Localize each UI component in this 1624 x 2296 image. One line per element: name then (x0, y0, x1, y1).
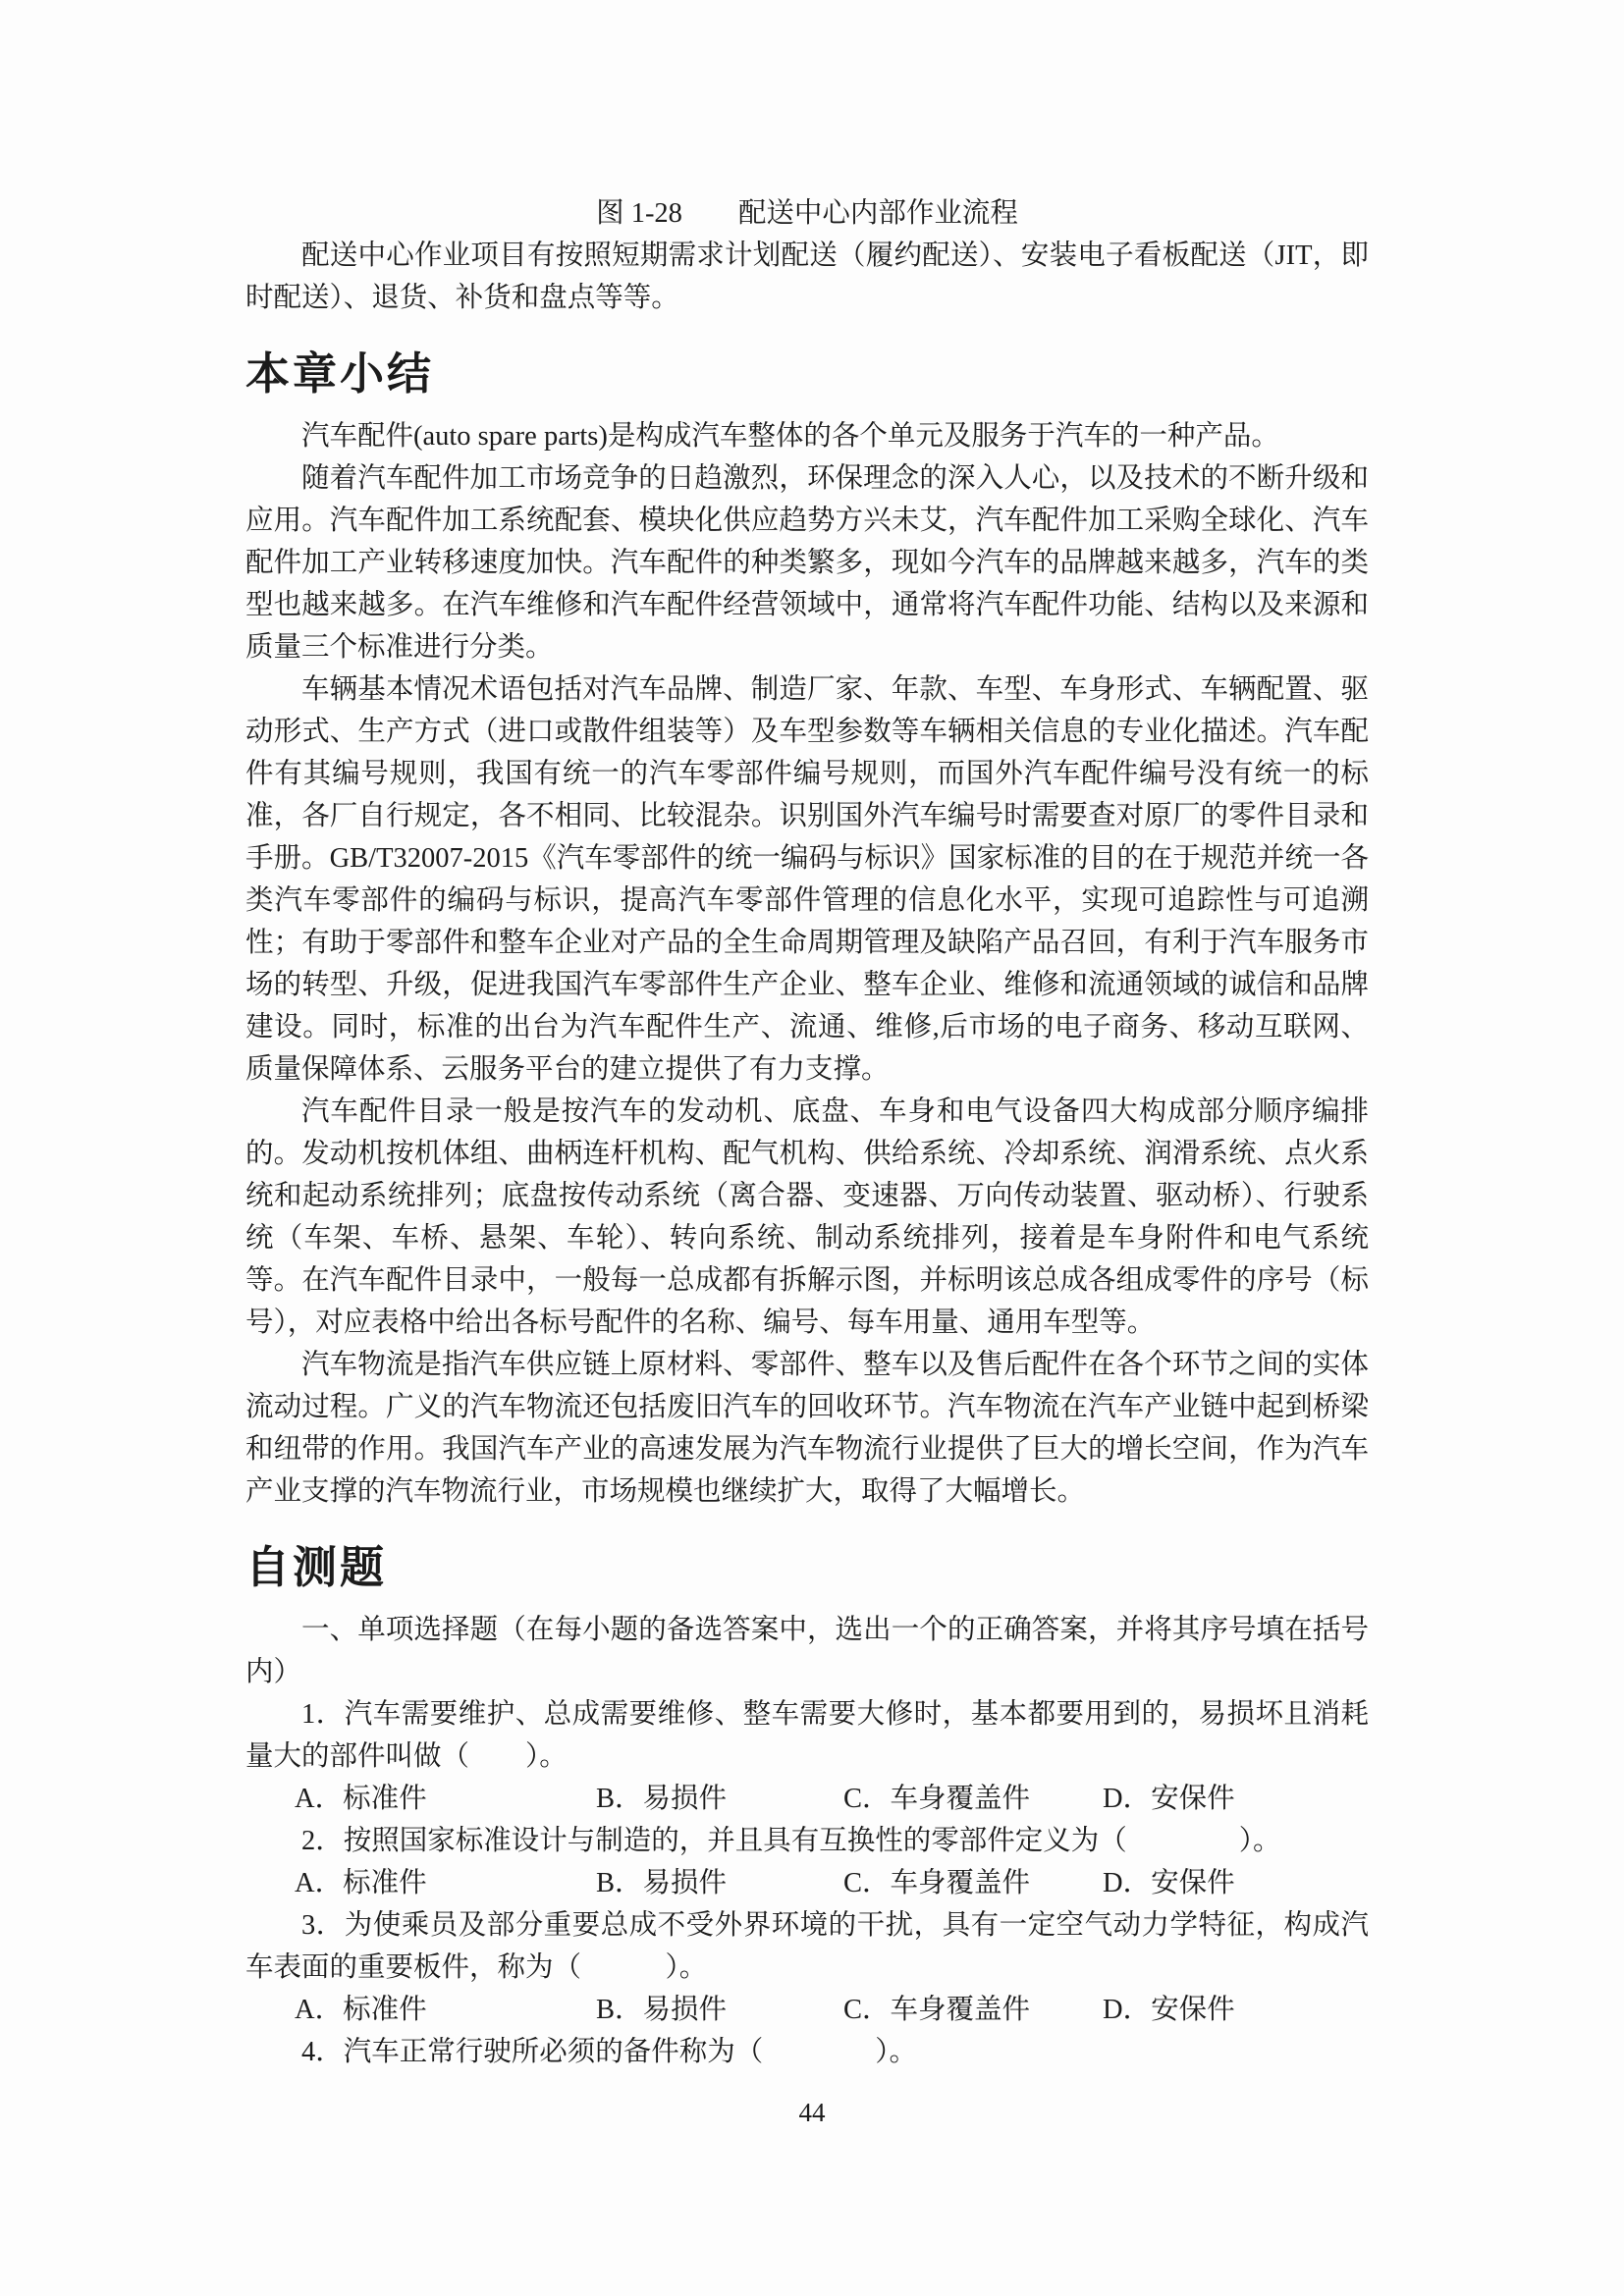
question-2-option-a: A．标准件 (295, 1868, 427, 1898)
question-3-options (245, 1989, 1369, 2031)
question-2 (245, 1820, 1369, 1904)
question-4 (245, 2031, 1369, 2073)
page-number: 44 (798, 2098, 826, 2127)
question-1-option-a: A．标准件 (295, 1784, 427, 1814)
question-3-option-b: B．易损件 (596, 1995, 728, 2025)
question-3-option-d: D．安保件 (1103, 1995, 1235, 2025)
question-3 (245, 1904, 1369, 2031)
question-1 (245, 1693, 1369, 1820)
question-2-option-d: D．安保件 (1103, 1868, 1235, 1898)
question-1-option-b: B．易损件 (596, 1784, 728, 1814)
figure-caption: 图 1-28 配送中心内部作业流程 (596, 198, 1018, 229)
question-1-options (245, 1778, 1369, 1820)
summary-paragraph-5: 汽车物流是指汽车供应链上原材料、零部件、整车以及售后配件在各个环节之间的实体流动过程。广义的汽车物流还包括废旧汽车的回收环节。汽车物流在汽车产业链中起到桥梁和纽带的作用。我国汽车产业的高速发展为汽车物流行业提供了巨大的增长空间，作为汽车产业支撑的汽车物流行业，市场规模也继续扩大，取得了大幅增长。 (245, 1350, 1369, 1507)
question-2-options (245, 1862, 1369, 1904)
quiz-intro: 一、单项选择题（在每小题的备选答案中，选出一个的正确答案，并将其序号填在括号内） (245, 1615, 1369, 1687)
quiz-section-title: 自测题 (245, 1542, 388, 1592)
summary-paragraph-4: 汽车配件目录一般是按汽车的发动机、底盘、车身和电气设备四大构成部分顺序编排的。发动机按机体组、曲柄连杆机构、配气机构、供给系统、冷却系统、润滑系统、点火系统和起动系统排列；底盘按传动系统（离合器、变速器、万向传动装置、驱动桥）、行驶系统（车架、车桥、悬架、车轮）、转向系统、制动系统排列，接着是车身附件和电气系统等。在汽车配件目录中，一般每一总成都有拆解示图，并标明该总成各组成零件的序号（标号），对应表格中给出各标号配件的名称、编号、每车用量、通用车型等。 (245, 1096, 1369, 1338)
summary-paragraph-2: 随着汽车配件加工市场竞争的日趋激烈，环保理念的深入人心，以及技术的不断升级和应用。汽车配件加工系统配套、模块化供应趋势方兴未艾，汽车配件加工采购全球化、汽车配件加工产业转移速度加快。汽车配件的种类繁多，现如今汽车的品牌越来越多，汽车的类型也越来越多。在汽车维修和汽车配件经营领域中，通常将汽车配件功能、结构以及来源和质量三个标准进行分类。 (245, 463, 1369, 663)
question-4-stem: 4．汽车正常行驶所必须的备件称为（ ）。 (301, 2037, 918, 2067)
question-3-stem: 3．为使乘员及部分重要总成不受外界环境的干扰，具有一定空气动力学特征，构成汽车表面的重要板件，称为（ ）。 (245, 1910, 1369, 1983)
summary-paragraph-3: 车辆基本情况术语包括对汽车品牌、制造厂家、年款、车型、车身形式、车辆配置、驱动形式、生产方式（进口或散件组装等）及车型参数等车辆相关信息的专业化描述。汽车配件有其编号规则，我国有统一的汽车零部件编号规则，而国外汽车配件编号没有统一的标准，各厂自行规定，各不相同、比较混杂。识别国外汽车编号时需要查对原厂的零件目录和手册。GB/T32007-2015《汽车零部件的统一编码与标识》国家标准的目的在于规范并统一各类汽车零部件的编码与标识，提高汽车零部件管理的信息化水平，实现可追踪性与可追溯性；有助于零部件和整车企业对产品的全生命周期管理及缺陷产品召回，有利于汽车服务市场的转型、升级，促进我国汽车零部件生产企业、整车企业、维修和流通领域的诚信和品牌建设。同时，标准的出台为汽车配件生产、流通、维修,后市场的电子商务、移动互联网、质量保障体系、云服务平台的建立提供了有力支撑。 (245, 674, 1369, 1085)
summary-paragraph-1: 汽车配件(auto spare parts)是构成汽车整体的各个单元及服务于汽车的一种产品。 (301, 421, 1279, 452)
question-1-option-c: C．车身覆盖件 (843, 1784, 1031, 1814)
question-2-option-b: B．易损件 (596, 1868, 728, 1898)
question-1-option-d: D．安保件 (1103, 1784, 1235, 1814)
question-2-stem: 2．按照国家标准设计与制造的，并且具有互换性的零部件定义为（ ）。 (301, 1826, 1281, 1856)
question-3-option-a: A．标准件 (295, 1995, 427, 2025)
question-3-option-c: C．车身覆盖件 (843, 1995, 1031, 2025)
question-2-option-c: C．车身覆盖件 (843, 1868, 1031, 1898)
intro-paragraph: 配送中心作业项目有按照短期需求计划配送（履约配送）、安装电子看板配送（JIT，即时配送）、退货、补货和盘点等等。 (245, 240, 1369, 313)
question-1-stem: 1．汽车需要维护、总成需要维修、整车需要大修时，基本都要用到的，易损坏且消耗量大的部件叫做（ ）。 (245, 1699, 1369, 1772)
summary-section-title: 本章小结 (245, 348, 435, 399)
